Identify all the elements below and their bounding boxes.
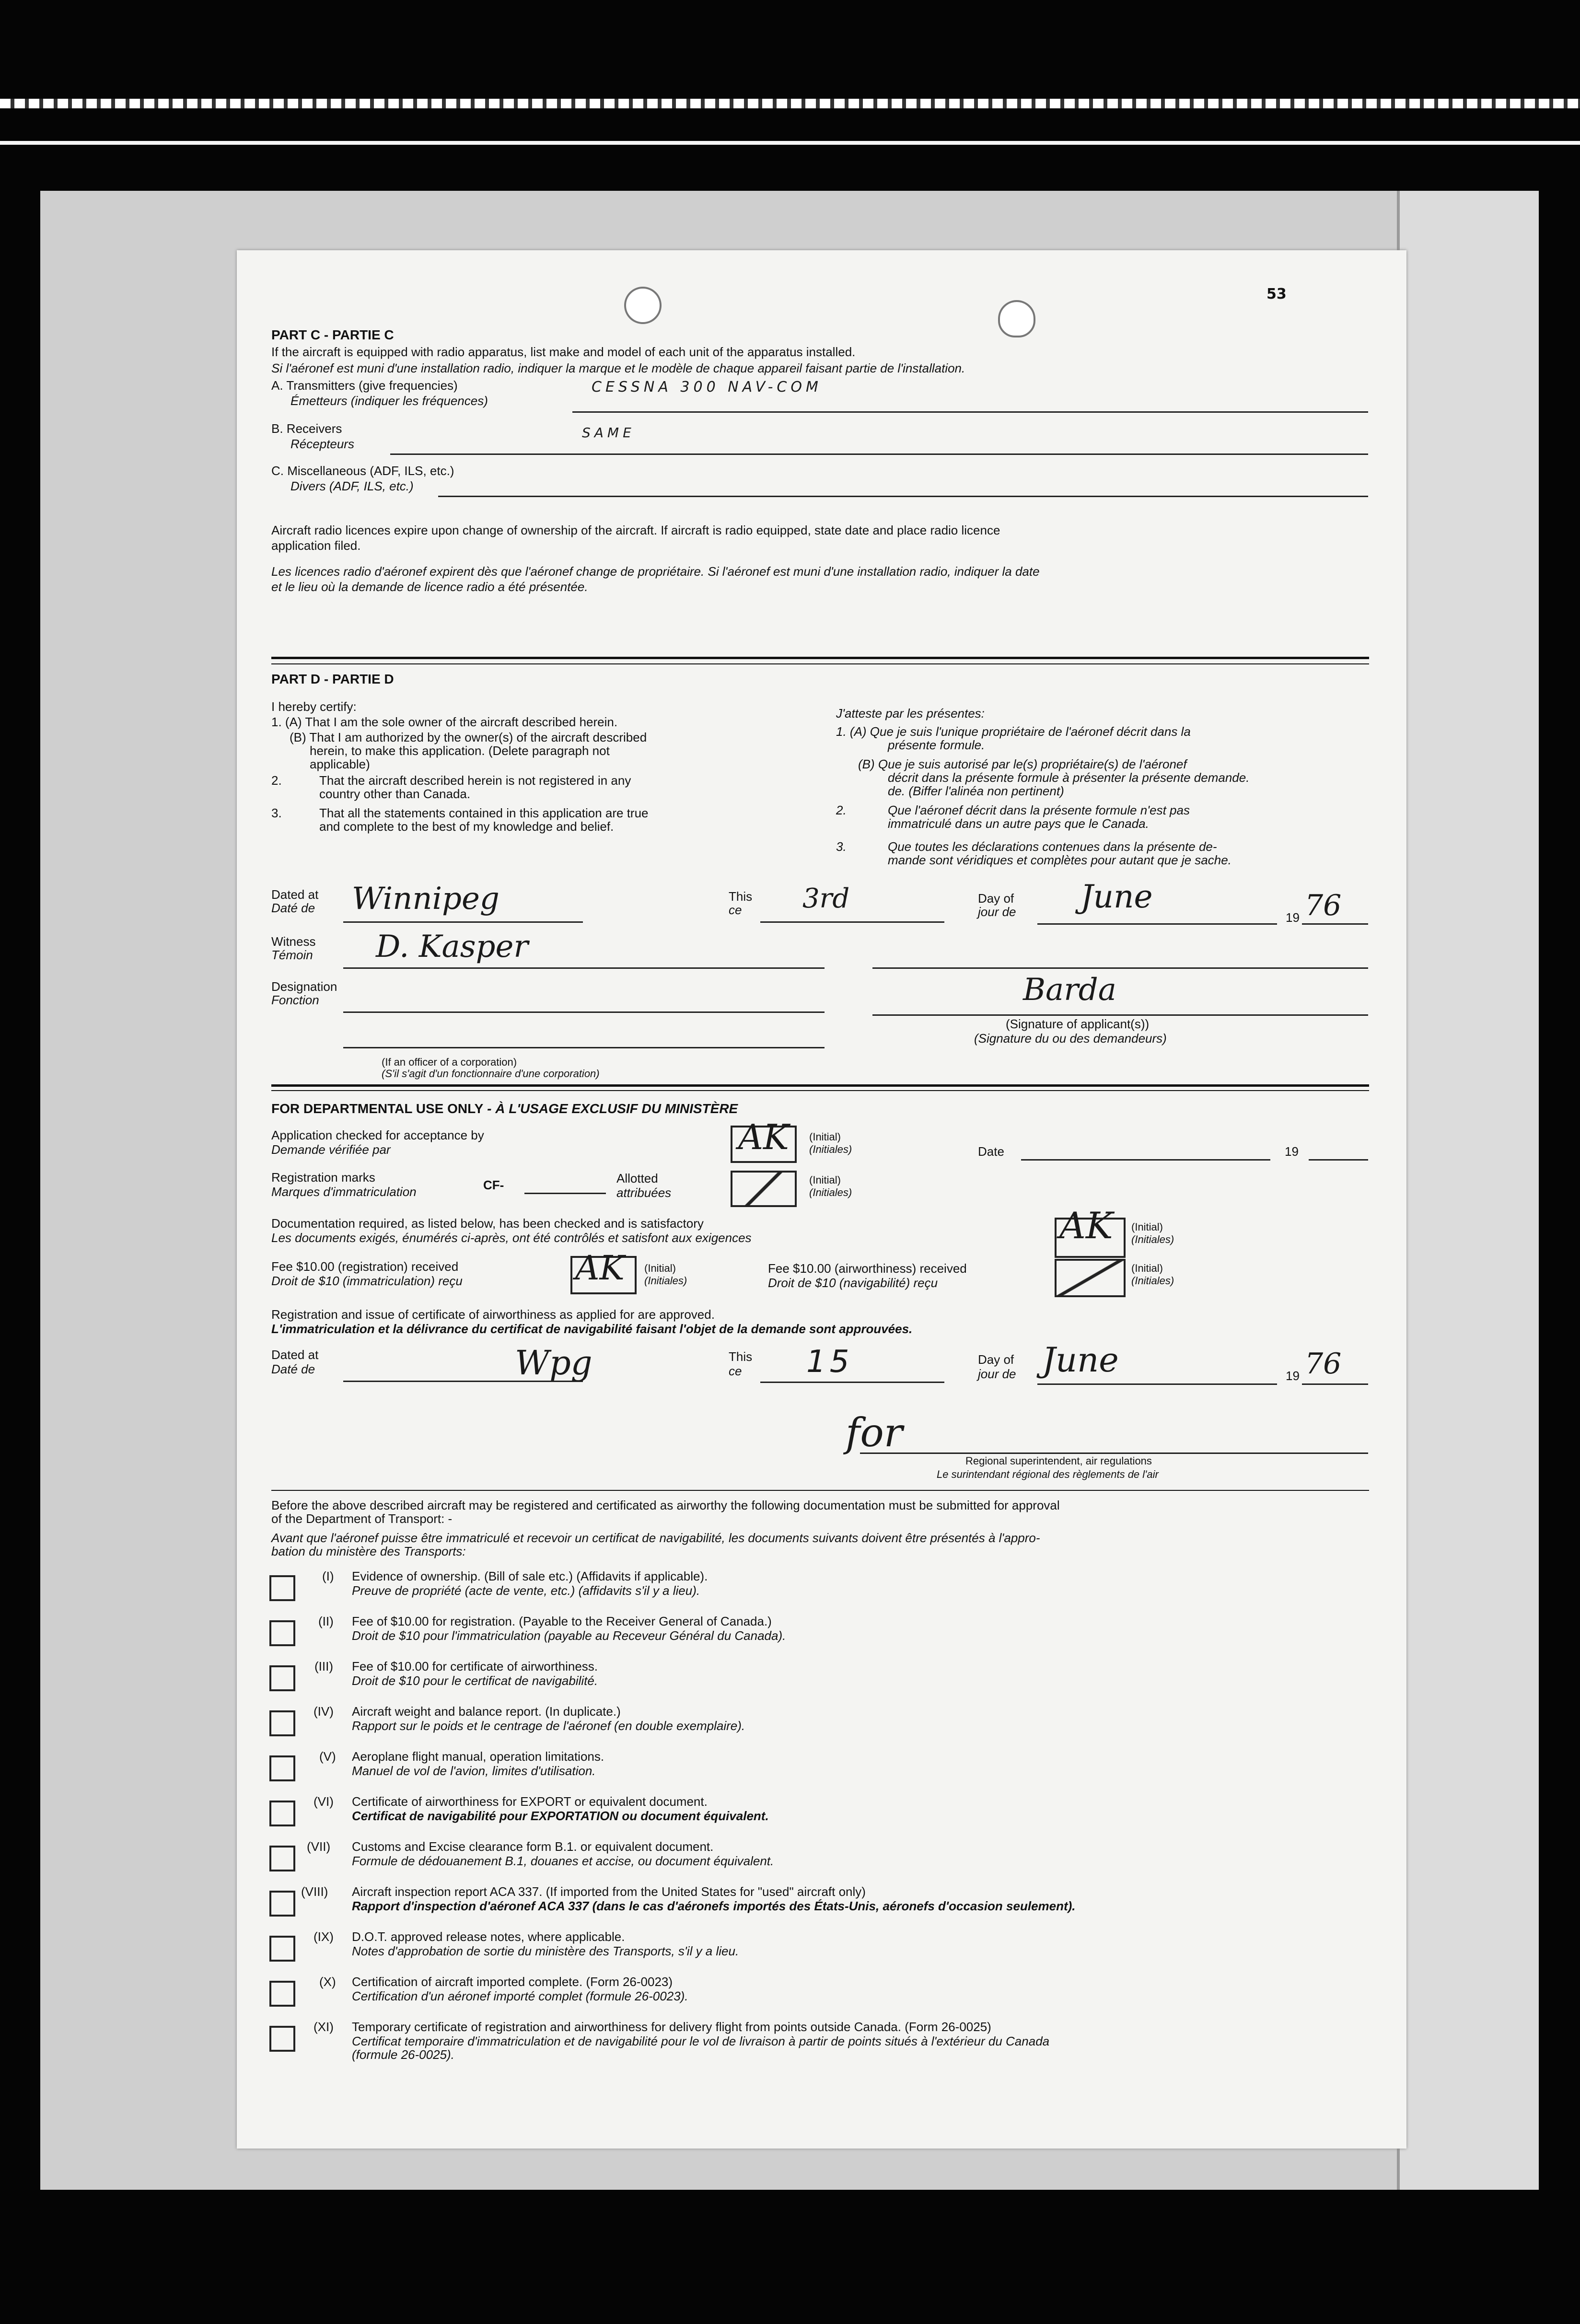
dept-day-label-fr: jour de: [978, 1367, 1016, 1381]
cert-en-2-num: 2.: [271, 773, 282, 788]
doc-item-number: (VIII): [301, 1884, 328, 1899]
witness-value: D. Kasper: [376, 929, 528, 964]
approval-en: Registration and issue of certificate of airworthiness as applied for are approved.: [271, 1307, 715, 1322]
doc-item-checkbox[interactable]: [269, 2026, 295, 2052]
cert-fr-1b-2: décrit dans la présente formule à présenter la présente demande.: [888, 770, 1250, 785]
this-line: [760, 921, 944, 923]
docs-intro-fr-1: Avant que l'aéronef puisse être immatriculé et recevoir un certificat de navigabilité, les documents suivants doivent être présentés à l'appro-: [271, 1531, 1040, 1545]
section-divider-docs: [271, 1490, 1369, 1491]
cert-fr-1b-3: de. (Biffer l'alinéa non pertinent): [888, 784, 1064, 798]
doc-item: [237, 1660, 1406, 1703]
doc-item-en: Aircraft weight and balance report. (In duplicate.): [352, 1704, 621, 1719]
doc-item: [237, 1795, 1406, 1838]
licence-note-en-1: Aircraft radio licences expire upon change of ownership of the aircraft. If aircraft is radio equipped, state date and place radio licence: [271, 523, 1000, 537]
receivers-line: [390, 453, 1368, 455]
dept-year-value: 76: [1305, 1347, 1342, 1381]
part-c-title: PART C - PARTIE C: [271, 327, 394, 342]
licence-note-fr-1: Les licences radio d'aéronef expirent dès que l'aéronef change de propriétaire. Si l'aéronef est muni d'une installation radio, indiquer la date: [271, 564, 1040, 579]
doc-item-en: Aeroplane flight manual, operation limitations.: [352, 1749, 604, 1764]
dated-at-label: Dated at: [271, 887, 319, 902]
page-mark: 53: [1266, 286, 1287, 302]
cert-en-3-2: and complete to the best of my knowledge and belief.: [319, 819, 614, 834]
cert-en-1b-3: applicable): [310, 757, 370, 771]
cert-en-1b-1: (B) That I am authorized by the owner(s) of the aircraft described: [290, 730, 647, 744]
doc-item-number: (I): [322, 1569, 334, 1583]
part-d-title: PART D - PARTIE D: [271, 672, 394, 686]
dept-date-line: [1021, 1159, 1270, 1161]
doc-item-number: (IX): [314, 1929, 334, 1944]
doc-item-number: (X): [319, 1975, 336, 1989]
transmitters-value: CESSNA 300 NAV-COM: [592, 379, 822, 395]
cert-fr-1b-1: (B) Que je suis autorisé par le(s) propriétaire(s) de l'aéronef: [858, 757, 1187, 771]
allotted-initial-en: (Initial): [809, 1174, 841, 1186]
year-prefix: 19: [1286, 910, 1300, 925]
year-value: 76: [1305, 889, 1342, 922]
dept-this-label-fr: ce: [729, 1364, 742, 1378]
part-c-intro-en: If the aircraft is equipped with radio apparatus, list make and model of each unit of the apparatus installed.: [271, 345, 856, 359]
form-sheet: [237, 250, 1406, 2149]
cert-en-1a: 1. (A) That I am the sole owner of the aircraft described herein.: [271, 715, 618, 729]
dept-dated-label-fr: Daté de: [271, 1362, 315, 1376]
documentation-initial-fr: (Initiales): [1131, 1233, 1174, 1245]
dept-this-label: This: [729, 1349, 753, 1364]
doc-item: [237, 1569, 1406, 1613]
receivers-label-fr: Récepteurs: [290, 437, 354, 451]
documentation-label: Documentation required, as listed below, has been checked and is satisfactory: [271, 1216, 704, 1231]
allotted-initial-fr: (Initiales): [809, 1186, 852, 1198]
doc-item-fr: Rapport d'inspection d'aéronef ACA 337 (dans le cas d'aéronefs importés des États-Unis, aéronefs d'occasion seulement).: [352, 1899, 1076, 1913]
doc-item: [237, 1705, 1406, 1748]
misc-label: C. Miscellaneous (ADF, ILS, etc.): [271, 464, 454, 478]
doc-item-en: Certification of aircraft imported complete. (Form 26-0023): [352, 1975, 673, 1989]
dept-date-label: Date: [978, 1144, 1004, 1159]
doc-item-checkbox[interactable]: [269, 1936, 295, 1962]
dept-dated-value: Wpg: [515, 1343, 592, 1383]
witness-label: Witness: [271, 934, 316, 949]
dept-date-year-line: [1309, 1159, 1368, 1161]
part-c-intro-fr: Si l'aéronef est muni d'une installation radio, indiquer la marque et le modèle de chaque appareil faisant partie de l'installation.: [271, 361, 965, 375]
superintendent-en: Regional superintendent, air regulations: [965, 1455, 1152, 1467]
fee-air-label-fr: Droit de $10 (navigabilité) reçu: [768, 1276, 938, 1290]
reg-marks-label-fr: Marques d'immatriculation: [271, 1185, 417, 1199]
dept-dated-line: [343, 1381, 583, 1382]
dept-year-prefix: 19: [1286, 1369, 1300, 1383]
documentation-label-fr: Les documents exigés, énumérés ci-après, ont été contrôlés et satisfont aux exigences: [271, 1231, 752, 1245]
fee-air-initial-fr: (Initiales): [1131, 1275, 1174, 1287]
designation-label: Designation: [271, 979, 337, 994]
doc-item-checkbox[interactable]: [269, 1755, 295, 1781]
docs-intro-fr-2: bation du ministère des Transports:: [271, 1544, 466, 1558]
doc-item-fr-2: (formule 26-0025).: [352, 2047, 454, 2062]
dept-day-value: June: [1042, 1340, 1119, 1380]
documentation-initial-en: (Initial): [1131, 1221, 1163, 1233]
year-line: [1302, 923, 1368, 925]
day-of-value: June: [1080, 878, 1153, 915]
docs-intro-en-1: Before the above described aircraft may be registered and certificated as airworthy the following documentation must be submitted for approval: [271, 1498, 1060, 1512]
receivers-value: SAME: [582, 425, 635, 441]
dept-this-line: [760, 1382, 944, 1383]
doc-item-fr: Manuel de vol de l'avion, limites d'utilisation.: [352, 1764, 596, 1778]
punch-hole-left: [624, 287, 662, 324]
doc-item: [237, 1750, 1406, 1793]
transmitters-label-fr: Émetteurs (indiquer les fréquences): [290, 394, 488, 408]
doc-item-fr: Notes d'approbation de sortie du ministère des Transports, s'il y a lieu.: [352, 1944, 739, 1958]
section-divider-c-d: [271, 657, 1369, 659]
dept-dated-label: Dated at: [271, 1348, 319, 1362]
doc-item-fr: Certificat de navigabilité pour EXPORTATION ou document équivalent.: [352, 1809, 769, 1823]
doc-item-en: D.O.T. approved release notes, where applicable.: [352, 1929, 625, 1944]
dated-at-label-fr: Daté de: [271, 901, 315, 915]
cert-fr-3-1: Que toutes les déclarations contenues dans la présente de-: [888, 839, 1217, 854]
this-label: This: [729, 889, 753, 904]
allotted-label: Allotted: [616, 1171, 658, 1185]
this-label-fr: ce: [729, 903, 742, 917]
this-value: 3rd: [802, 883, 850, 914]
documentation-initial-value: AK: [1059, 1204, 1113, 1247]
doc-item: [237, 1615, 1406, 1658]
doc-item: [237, 2020, 1406, 2078]
officer-line: [343, 1047, 825, 1048]
doc-item-checkbox[interactable]: [269, 1710, 295, 1736]
doc-item-number: (V): [319, 1749, 336, 1764]
cert-en-2-1: That the aircraft described herein is not registered in any: [319, 773, 631, 788]
dated-at-line: [343, 921, 583, 923]
for-signature: for: [846, 1410, 903, 1456]
doc-item-fr: Rapport sur le poids et le centrage de l'aéronef (en double exemplaire).: [352, 1719, 745, 1733]
doc-item-checkbox[interactable]: [269, 1575, 295, 1601]
licence-note-fr-2: et le lieu où la demande de licence radio a été présentée.: [271, 580, 588, 594]
film-border-line: [0, 141, 1580, 145]
doc-item-fr: Certification d'un aéronef importé complet (formule 26-0023).: [352, 1989, 688, 2003]
section-divider-d-dept-thin: [271, 1090, 1369, 1091]
cert-fr-1a-1: 1. (A) Que je suis l'unique propriétaire de l'aéronef décrit dans la: [836, 724, 1191, 739]
reg-marks-label: Registration marks: [271, 1170, 375, 1185]
doc-item-checkbox[interactable]: [269, 1665, 295, 1691]
reg-marks-line: [524, 1193, 606, 1194]
doc-item-fr: Formule de dédouanement B.1, douanes et accise, ou document équivalent.: [352, 1854, 774, 1868]
doc-item-checkbox[interactable]: [269, 1846, 295, 1871]
dated-at-value: Winnipeg: [352, 881, 500, 917]
dept-title: [271, 1102, 738, 1116]
doc-item: [237, 1840, 1406, 1883]
signature-line-1: [872, 967, 1368, 969]
doc-item: [237, 1885, 1406, 1928]
checked-label: Application checked for acceptance by: [271, 1128, 484, 1142]
checked-label-fr: Demande vérifiée par: [271, 1142, 391, 1157]
punch-hole-right: [998, 300, 1035, 337]
doc-item-checkbox[interactable]: [269, 1981, 295, 2007]
doc-item-number: (VII): [307, 1839, 331, 1854]
licence-note-en-2: application filed.: [271, 538, 361, 553]
reg-marks-prefix: CF-: [483, 1178, 504, 1192]
fee-air-initial-en: (Initial): [1131, 1262, 1163, 1274]
dept-date-year: 19: [1285, 1144, 1299, 1159]
doc-item-checkbox[interactable]: [269, 1891, 295, 1917]
cert-en-1b-2: herein, to make this application. (Delete paragraph not: [310, 744, 610, 758]
cert-fr-1a-2: présente formule.: [888, 738, 985, 752]
doc-item: [237, 1930, 1406, 1973]
doc-item-en: Fee of $10.00 for certificate of airworthiness.: [352, 1659, 598, 1673]
signature-line-2: [872, 1014, 1368, 1016]
cert-en-2-2: country other than Canada.: [319, 787, 471, 801]
doc-item-checkbox[interactable]: [269, 1620, 295, 1646]
dept-day-label: Day of: [978, 1352, 1014, 1367]
dept-title-fr: - À L'USAGE EXCLUSIF DU MINISTÈRE: [483, 1101, 738, 1116]
backing-board-edge: [1397, 191, 1539, 2190]
fee-reg-label-fr: Droit de $10 (immatriculation) reçu: [271, 1274, 463, 1288]
day-of-label: Day of: [978, 891, 1014, 906]
doc-item-number: (XI): [314, 2020, 334, 2034]
doc-item-en: Evidence of ownership. (Bill of sale etc.) (Affidavits if applicable).: [352, 1569, 708, 1583]
doc-item-number: (II): [318, 1614, 334, 1628]
transmitters-label: A. Transmitters (give frequencies): [271, 378, 458, 393]
cert-fr-3-2: mande sont véridiques et complètes pour autant que je sache.: [888, 853, 1231, 867]
fee-reg-label: Fee $10.00 (registration) received: [271, 1259, 459, 1274]
fee-reg-initial-fr: (Initiales): [644, 1275, 687, 1287]
certify-en: I hereby certify:: [271, 699, 357, 714]
cert-fr-2-1: Que l'aéronef décrit dans la présente formule n'est pas: [888, 803, 1190, 817]
doc-item: [237, 1975, 1406, 2018]
section-divider-d-dept: [271, 1084, 1369, 1087]
doc-item-fr: Certificat temporaire d'immatriculation et de navigabilité pour le vol de livraison à partir de points situés à l'extérieur du Canada: [352, 2034, 1050, 2048]
doc-item-en: Customs and Excise clearance form B.1. or equivalent document.: [352, 1839, 714, 1854]
allotted-label-fr: attribuées: [616, 1185, 672, 1200]
doc-item-number: (III): [314, 1659, 333, 1673]
checked-initial-en: (Initial): [809, 1131, 841, 1143]
cert-fr-3-num: 3.: [836, 839, 847, 854]
doc-item-en: Certificate of airworthiness for EXPORT or equivalent document.: [352, 1794, 708, 1809]
officer-note-en: (If an officer of a corporation): [382, 1056, 517, 1068]
cert-fr-2-num: 2.: [836, 803, 847, 817]
fee-air-label: Fee $10.00 (airworthiness) received: [768, 1261, 967, 1276]
dept-title-en: FOR DEPARTMENTAL USE ONLY: [271, 1101, 484, 1116]
cert-en-3-num: 3.: [271, 806, 282, 820]
misc-label-fr: Divers (ADF, ILS, etc.): [290, 479, 414, 493]
doc-item-fr: Droit de $10 pour le certificat de navigabilité.: [352, 1673, 598, 1688]
docs-intro-en-2: of the Department of Transport: -: [271, 1511, 453, 1526]
doc-item-fr: Preuve de propriété (acte de vente, etc.) (affidavits s'il y a lieu).: [352, 1583, 700, 1598]
checked-initial-value: AK: [738, 1117, 789, 1157]
superintendent-line: [860, 1452, 1368, 1454]
designation-label-fr: Fonction: [271, 993, 319, 1007]
film-border-top: [0, 99, 1580, 108]
dept-year-line: [1302, 1383, 1368, 1385]
transmitters-line: [572, 411, 1368, 413]
superintendent-fr: Le surintendant régional des règlements de l'air: [937, 1468, 1159, 1480]
doc-item-number: (IV): [314, 1704, 334, 1719]
approval-fr: L'immatriculation et la délivrance du certificat de navigabilité faisant l'objet de la demande sont approuvées.: [271, 1322, 913, 1336]
fee-reg-initial-en: (Initial): [644, 1262, 676, 1274]
cert-en-3-1: That all the statements contained in this application are true: [319, 806, 649, 820]
receivers-label: B. Receivers: [271, 421, 342, 436]
day-of-label-fr: jour de: [978, 905, 1016, 919]
misc-line: [438, 496, 1368, 497]
dept-this-value: 15: [806, 1344, 853, 1380]
doc-item-fr: Droit de $10 pour l'immatriculation (payable au Receveur Général du Canada).: [352, 1628, 786, 1643]
section-divider-c-d-thin: [271, 663, 1369, 664]
designation-line: [343, 1011, 825, 1013]
dept-day-line: [1037, 1383, 1277, 1385]
officer-note-fr: (S'il s'agit d'un fonctionnaire d'une corporation): [382, 1068, 600, 1080]
doc-item-en: Fee of $10.00 for registration. (Payable to the Receiver General of Canada.): [352, 1614, 772, 1628]
doc-item-en: Temporary certificate of registration and airworthiness for delivery flight from points outside Canada. (Form 26-0025): [352, 2020, 991, 2034]
applicant-signature: Barda: [1023, 972, 1116, 1008]
certify-fr: J'atteste par les présentes:: [836, 706, 985, 720]
day-of-line: [1037, 923, 1277, 925]
fee-air-initial-box: [1055, 1259, 1126, 1297]
allotted-initial-box: [731, 1171, 797, 1207]
witness-line: [343, 967, 825, 969]
fee-reg-initial-value: AK: [575, 1248, 625, 1288]
doc-item-en: Aircraft inspection report ACA 337. (If imported from the United States for "used" aircraft only): [352, 1884, 866, 1899]
signature-caption-en: (Signature of applicant(s)): [1006, 1017, 1150, 1031]
doc-item-number: (VI): [314, 1794, 334, 1809]
doc-item-checkbox[interactable]: [269, 1801, 295, 1826]
checked-initial-fr: (Initiales): [809, 1143, 852, 1155]
cert-fr-2-2: immatriculé dans un autre pays que le Canada.: [888, 816, 1149, 831]
witness-label-fr: Témoin: [271, 948, 313, 962]
signature-caption-fr: (Signature du ou des demandeurs): [974, 1031, 1167, 1046]
